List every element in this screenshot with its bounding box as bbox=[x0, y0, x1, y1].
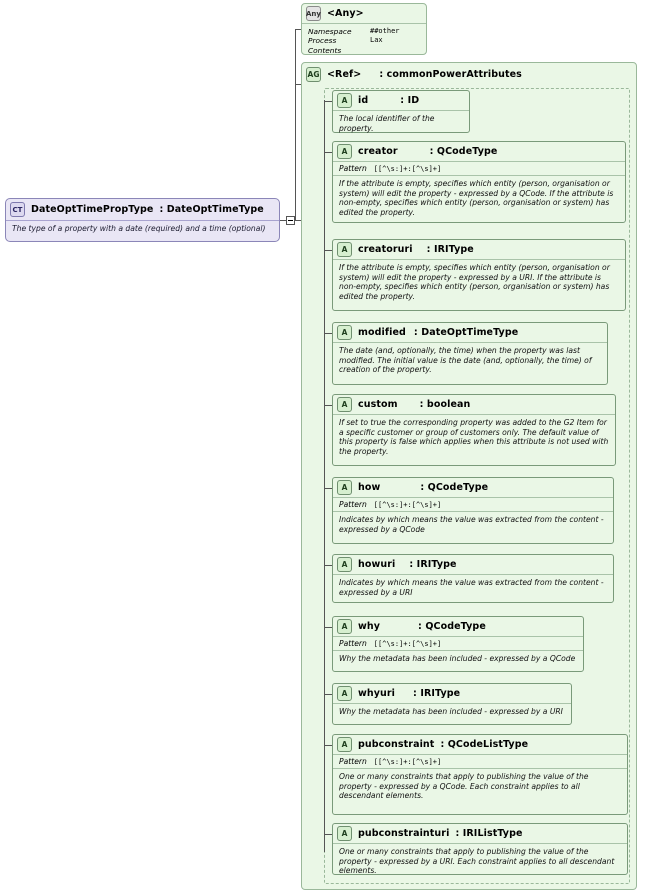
attribute-how-pattern bbox=[333, 498, 613, 511]
tree-junction-vertical bbox=[295, 29, 296, 221]
attribute-id-desc: The local identifier of the property. bbox=[339, 114, 435, 133]
attribute-icon: A bbox=[337, 557, 352, 572]
attribute-why-header bbox=[333, 617, 583, 636]
attribute-id-name: id bbox=[358, 95, 369, 106]
attribute-pubconstraint-desc: One or many constraints that apply to publishing the value of the property - expressed by a QCode. Each constraint applies to all descendant elements. bbox=[339, 772, 589, 801]
any-header bbox=[302, 4, 426, 23]
attribute-creator[interactable] bbox=[332, 141, 626, 223]
any-box[interactable] bbox=[301, 3, 427, 55]
attribute-id[interactable] bbox=[332, 90, 470, 133]
attribute-how-desc: Indicates by which means the value was extracted from the content - expressed by a QCode bbox=[339, 515, 604, 534]
attribute-icon: A bbox=[337, 686, 352, 701]
attribute-custom[interactable] bbox=[332, 394, 616, 466]
attribute-pubconstrainturi[interactable] bbox=[332, 823, 628, 875]
attribute-how-header bbox=[333, 478, 613, 497]
attribute-modified-type: : DateOptTimeType bbox=[413, 327, 519, 338]
root-desc: The type of a property with a date (required) and a time (optional) bbox=[12, 224, 266, 233]
attribute-icon: A bbox=[337, 325, 352, 340]
any-namespace-value: ##other bbox=[370, 27, 400, 35]
root-type: : DateOptTimeType bbox=[159, 204, 264, 215]
attribute-why-desc: Why the metadata has been included - expressed by a QCode bbox=[339, 654, 576, 663]
any-row-process-contents bbox=[302, 36, 426, 55]
any-namespace-key: Namespace bbox=[308, 27, 352, 36]
ref-header bbox=[302, 63, 636, 85]
attribute-howuri-desc: Indicates by which means the value was extracted from the content - expressed by a URI bbox=[339, 578, 604, 597]
attribute-modified-desc: The date (and, optionally, the time) when the property was last modified. The initial value is the date (and, optionally, the time) of creation of the property. bbox=[339, 346, 592, 375]
attribute-pubconstraint[interactable] bbox=[332, 734, 628, 815]
attribute-custom-name: custom bbox=[358, 399, 398, 410]
any-icon: Any bbox=[306, 6, 321, 21]
attribute-pubconstraint-name: pubconstraint bbox=[358, 739, 435, 750]
attribute-icon: A bbox=[337, 397, 352, 412]
root-type-box[interactable] bbox=[5, 198, 280, 242]
attribute-creatoruri-desc: If the attribute is empty, specifies which entity (person, organisation or system) will edit the property - expressed by a URI. If the attribute is non-empty, specifies which entity (person, organisation or system) has edited the property. bbox=[339, 263, 610, 302]
complex-type-icon: CT bbox=[10, 202, 25, 217]
attribute-creator-name: creator bbox=[358, 146, 398, 157]
any-row-namespace bbox=[302, 24, 426, 36]
attribute-whyuri[interactable] bbox=[332, 683, 572, 725]
attribute-pubconstraint-header bbox=[333, 735, 627, 754]
attribute-creator-pattern bbox=[333, 162, 625, 175]
ref-connector-line bbox=[295, 84, 301, 85]
attribute-modified-header bbox=[333, 323, 607, 342]
attribute-icon: A bbox=[337, 93, 352, 108]
connector-why bbox=[324, 627, 332, 628]
attribute-whyuri-name: whyuri bbox=[358, 688, 396, 699]
attribute-icon: A bbox=[337, 144, 352, 159]
connector-creatoruri bbox=[324, 250, 332, 251]
attribute-pubconstrainturi-type: : IRIListType bbox=[455, 828, 523, 839]
ref-name: <Ref> bbox=[327, 68, 362, 80]
attribute-why-pattern bbox=[333, 637, 583, 650]
attribute-creatoruri-header bbox=[333, 240, 625, 259]
attribute-creator-header bbox=[333, 142, 625, 161]
root-expander[interactable] bbox=[286, 216, 295, 225]
connector-howuri bbox=[324, 565, 332, 566]
pattern-value: [[^\s:]+:[^\s]+] bbox=[373, 639, 442, 648]
attribute-spine bbox=[324, 100, 325, 852]
attribute-pubconstrainturi-desc: One or many constraints that apply to publishing the value of the property - expressed by a URI. Each constraint applies to all descendant elements. bbox=[339, 847, 615, 876]
attribute-howuri[interactable] bbox=[332, 554, 614, 603]
attribute-whyuri-desc: Why the metadata has been included - expressed by a URI bbox=[339, 707, 563, 716]
attribute-icon: A bbox=[337, 619, 352, 634]
attribute-creatoruri[interactable] bbox=[332, 239, 626, 311]
attribute-modified-name: modified bbox=[358, 327, 406, 338]
attribute-how-type: : QCodeType bbox=[420, 482, 489, 493]
attribute-creator-desc: If the attribute is empty, specifies which entity (person, organisation or system) will edit the property - expressed by a QCode. If the attribute is non-empty, specifies which entity (person, organisation or system) has edited the property. bbox=[339, 179, 614, 218]
pattern-label: Pattern bbox=[339, 500, 367, 509]
connector-custom bbox=[324, 405, 332, 406]
connector-modified bbox=[324, 333, 332, 334]
connector-pubconstrainturi bbox=[324, 834, 332, 835]
connector-whyuri bbox=[324, 694, 332, 695]
any-connector-line bbox=[295, 29, 301, 30]
attribute-pubconstraint-type: : QCodeListType bbox=[440, 739, 529, 750]
attribute-icon: A bbox=[337, 737, 352, 752]
attribute-how-name: how bbox=[358, 482, 381, 493]
attribute-custom-desc: If set to true the corresponding property was added to the G2 Item for a specific customer or group of customers only. The default value of this property is false which applies when this attribute is not used with the property. bbox=[339, 418, 609, 457]
attribute-creatoruri-name: creatoruri bbox=[358, 244, 413, 255]
attribute-whyuri-type: : IRIType bbox=[413, 688, 461, 699]
attribute-custom-type: : boolean bbox=[419, 399, 471, 410]
pattern-value: [[^\s:]+:[^\s]+] bbox=[373, 757, 442, 766]
pattern-value: [[^\s:]+:[^\s]+] bbox=[373, 164, 442, 173]
pattern-label: Pattern bbox=[339, 639, 367, 648]
any-process-key: Process Contents bbox=[308, 36, 342, 55]
pattern-label: Pattern bbox=[339, 164, 367, 173]
attribute-how[interactable] bbox=[332, 477, 614, 544]
attribute-why-name: why bbox=[358, 621, 381, 632]
attribute-custom-header bbox=[333, 395, 615, 414]
attribute-howuri-type: : IRIType bbox=[409, 559, 457, 570]
attribute-icon: A bbox=[337, 242, 352, 257]
any-label: <Any> bbox=[327, 8, 364, 19]
pattern-label: Pattern bbox=[339, 757, 367, 766]
attribute-howuri-header bbox=[333, 555, 613, 574]
attribute-id-header bbox=[333, 91, 469, 110]
connector-creator bbox=[324, 152, 332, 153]
attribute-pubconstrainturi-name: pubconstrainturi bbox=[358, 828, 450, 839]
attribute-creatoruri-type: : IRIType bbox=[426, 244, 474, 255]
attribute-creator-type: : QCodeType bbox=[429, 146, 498, 157]
ref-icon: AG bbox=[306, 67, 321, 82]
attribute-modified[interactable] bbox=[332, 322, 608, 385]
attribute-why[interactable] bbox=[332, 616, 584, 672]
connector-how bbox=[324, 488, 332, 489]
pattern-value: [[^\s:]+:[^\s]+] bbox=[373, 500, 442, 509]
connector-pubconstraint bbox=[324, 745, 332, 746]
attribute-pubconstraint-pattern bbox=[333, 755, 627, 768]
attribute-id-type: : ID bbox=[400, 95, 420, 106]
attribute-whyuri-header bbox=[333, 684, 571, 703]
connector-id bbox=[324, 101, 332, 102]
root-name: DateOptTimePropType bbox=[31, 204, 154, 215]
ref-type: : commonPowerAttributes bbox=[379, 68, 522, 80]
attribute-howuri-name: howuri bbox=[358, 559, 396, 570]
attribute-icon: A bbox=[337, 826, 352, 841]
any-process-value: Lax bbox=[370, 36, 383, 45]
root-header bbox=[6, 199, 279, 220]
attribute-pubconstrainturi-header bbox=[333, 824, 627, 843]
attribute-why-type: : QCodeType bbox=[418, 621, 486, 632]
attribute-icon: A bbox=[337, 480, 352, 495]
